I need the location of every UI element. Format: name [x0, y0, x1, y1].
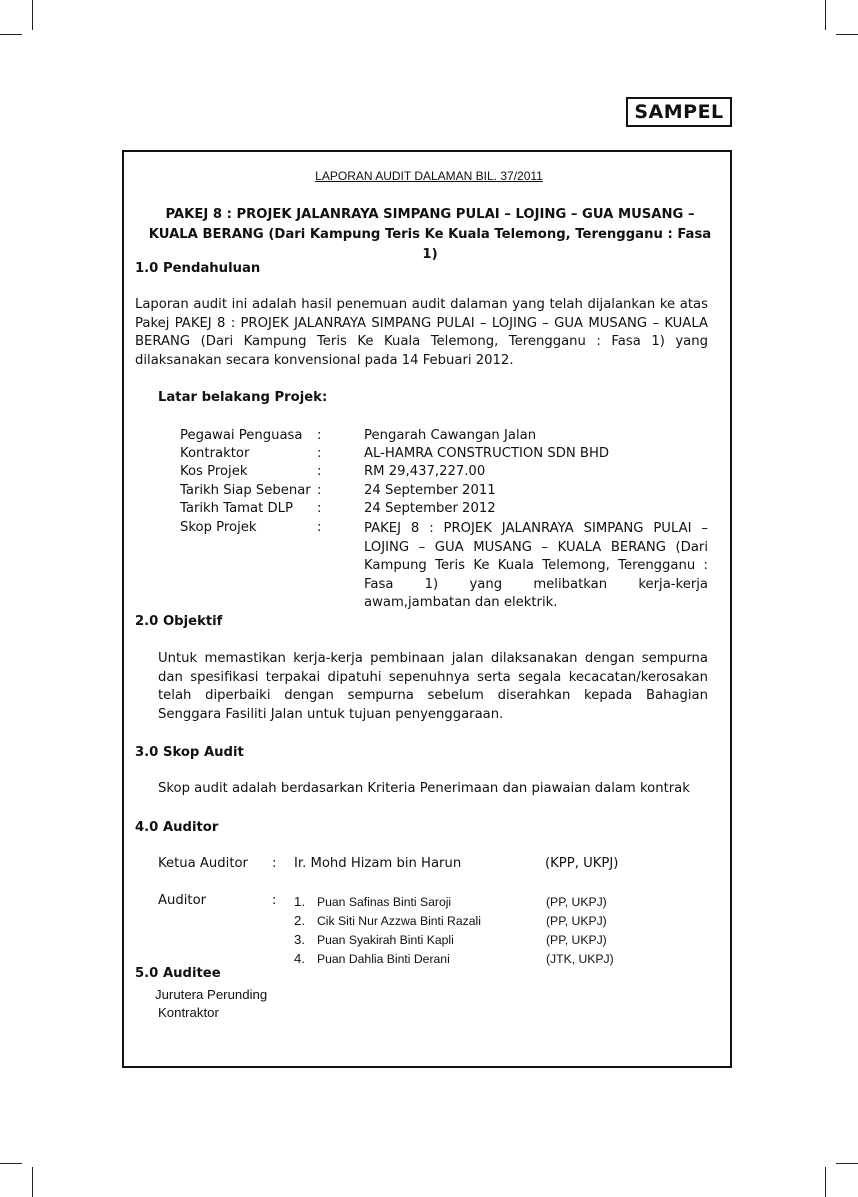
crop-mark	[836, 34, 858, 35]
detail-colon: :	[317, 501, 322, 516]
auditor-number: 3.	[294, 932, 305, 947]
auditor-label: Auditor	[158, 893, 207, 908]
detail-colon: :	[317, 446, 322, 461]
lead-auditor-unit: (KPP, UKPJ)	[545, 856, 619, 871]
auditor-name: Puan Dahlia Binti Derani	[317, 952, 450, 966]
detail-label: Tarikh Siap Sebenar	[180, 483, 311, 498]
detail-value: RM 29,437,227.00	[364, 464, 486, 479]
scope-paragraph: Skop audit adalah berdasarkan Kriteria Penerimaan dan piawaian dalam kontrak	[158, 781, 690, 796]
detail-label: Pegawai Penguasa	[180, 428, 303, 443]
detail-colon: :	[317, 520, 322, 535]
detail-value: Pengarah Cawangan Jalan	[364, 428, 537, 443]
crop-mark	[825, 0, 826, 30]
detail-colon: :	[317, 483, 322, 498]
detail-value: PAKEJ 8 : PROJEK JALANRAYA SIMPANG PULAI – LOJING – GUA MUSANG – KUALA BERANG (Dari Kampung Teris Ke Kuala Telemong, Terengganu : Fasa 1) yang melibatkan kerja-kerja awam,jambatan dan elektrik.	[364, 521, 708, 610]
sample-stamp: SAMPEL	[626, 97, 732, 127]
section-heading-skop-audit: 3.0 Skop Audit	[135, 745, 244, 760]
detail-value: 24 September 2012	[364, 501, 496, 516]
section-heading-auditee: 5.0 Auditee	[135, 966, 221, 981]
section-heading-pendahuluan: 1.0 Pendahuluan	[135, 261, 261, 276]
crop-mark	[836, 1163, 858, 1164]
detail-colon: :	[317, 428, 322, 443]
lead-auditor-name: Ir. Mohd Hizam bin Harun	[294, 856, 462, 871]
section-heading-objektif: 2.0 Objektif	[135, 614, 223, 629]
auditee-item: Kontraktor	[158, 1005, 219, 1020]
section-heading-auditor: 4.0 Auditor	[135, 820, 219, 835]
auditor-name: Cik Siti Nur Azzwa Binti Razali	[317, 914, 481, 928]
lead-auditor-colon: :	[272, 856, 277, 871]
detail-label: Tarikh Tamat DLP	[180, 501, 293, 516]
detail-colon: :	[317, 464, 322, 479]
auditor-name: Puan Safinas Binti Saroji	[317, 895, 452, 909]
auditee-item: Jurutera Perunding	[155, 987, 268, 1002]
detail-value: 24 September 2011	[364, 483, 496, 498]
auditor-unit: (PP, UKPJ)	[546, 895, 607, 909]
crop-mark	[825, 1167, 826, 1197]
auditor-number: 2.	[294, 913, 305, 928]
detail-label: Skop Projek	[180, 520, 257, 535]
auditor-colon: :	[272, 893, 277, 908]
background-subheading: Latar belakang Projek:	[158, 390, 328, 405]
auditor-number: 1.	[294, 894, 305, 909]
auditor-number: 4.	[294, 951, 305, 966]
crop-mark	[32, 1167, 33, 1197]
auditor-name: Puan Syakirah Binti Kapli	[317, 933, 454, 947]
lead-auditor-label: Ketua Auditor	[158, 856, 248, 871]
crop-mark	[0, 34, 22, 35]
detail-label: Kontraktor	[180, 446, 250, 461]
auditor-unit: (PP, UKPJ)	[546, 914, 607, 928]
crop-mark	[0, 1163, 22, 1164]
detail-label: Kos Projek	[180, 464, 248, 479]
report-title: LAPORAN AUDIT DALAMAN BIL. 37/2011	[315, 169, 543, 183]
auditor-unit: (JTK, UKPJ)	[546, 952, 614, 966]
intro-paragraph: Laporan audit ini adalah hasil penemuan audit dalaman yang telah dijalankan ke atas Pakej PAKEJ 8 : PROJEK JALANRAYA SIMPANG PULAI – LOJING – GUA MUSANG – KUALA BERANG (Dari Kampung Teris Ke Kuala Telemong, Terengganu : Fasa 1) yang dilaksanakan secara konvensional pada 14 Febuari 2012.	[135, 297, 708, 368]
crop-mark	[32, 0, 33, 30]
objective-paragraph: Untuk memastikan kerja-kerja pembinaan jalan dilaksanakan dengan sempurna dan spesifikasi terpakai dipatuhi sepenuhnya serta segala kecacatan/kerosakan telah diperbaiki dengan sempurna sebelum diserahkan kepada Bahagian Senggara Fasiliti Jalan untuk tujuan penyenggaraan.	[158, 651, 708, 722]
package-title: PAKEJ 8 : PROJEK JALANRAYA SIMPANG PULAI – LOJING – GUA MUSANG – KUALA BERANG (Dari Kampung Teris Ke Kuala Telemong, Terengganu : Fasa 1)	[148, 207, 712, 262]
auditor-unit: (PP, UKPJ)	[546, 933, 607, 947]
detail-value: AL-HAMRA CONSTRUCTION SDN BHD	[364, 446, 610, 461]
